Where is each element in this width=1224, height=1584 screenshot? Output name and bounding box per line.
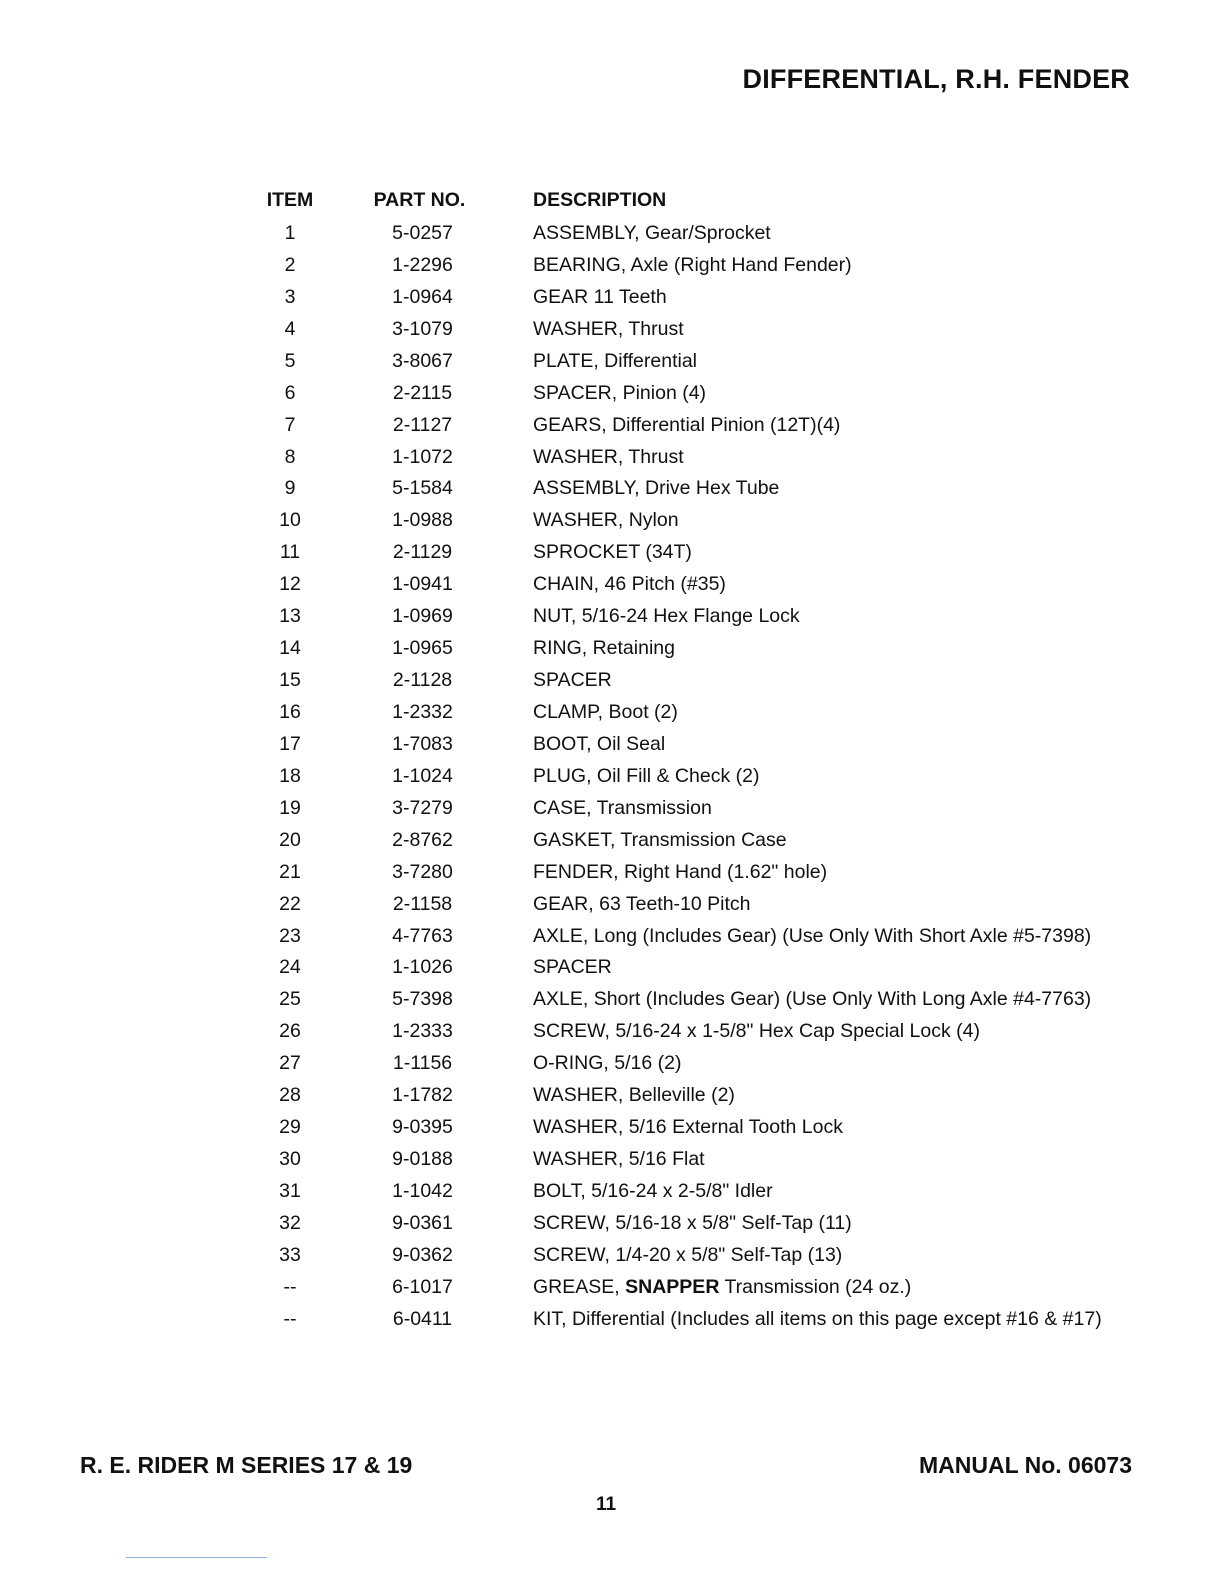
- description-prefix: GREASE,: [533, 1275, 620, 1298]
- part-number: 1-2296: [392, 253, 453, 276]
- item-number: 3: [284, 285, 296, 308]
- part-description: CASE, Transmission: [533, 796, 712, 819]
- item-number: 16: [279, 701, 301, 723]
- part-description: WASHER, Thrust: [533, 317, 684, 340]
- header-part-no: PART NO.: [373, 189, 466, 211]
- item-number: 5: [284, 349, 296, 372]
- item-number: 17: [279, 732, 301, 755]
- part-description: WASHER, Nylon: [533, 509, 679, 532]
- part-number: 1-1072: [392, 445, 453, 468]
- item-number: 30: [279, 1148, 301, 1170]
- part-number: 5-1584: [392, 477, 453, 500]
- footer-manual-number: MANUAL No. 06073: [918, 1452, 1132, 1478]
- part-number: 9-0188: [392, 1148, 453, 1170]
- part-description: GEAR, 63 Teeth-10 Pitch: [533, 892, 751, 915]
- part-number: 2-1128: [392, 669, 453, 691]
- part-number: 1-0969: [392, 605, 453, 628]
- part-number: 3-8067: [392, 349, 453, 372]
- header-description: DESCRIPTION: [533, 189, 667, 211]
- part-number: 1-2333: [392, 1020, 453, 1043]
- item-number: 13: [279, 605, 301, 628]
- part-number: 1-1156: [392, 1052, 453, 1075]
- part-description: BOLT, 5/16-24 x 2-5/8" Idler: [533, 1179, 773, 1202]
- part-description: WASHER, 5/16 External Tooth Lock: [533, 1116, 843, 1138]
- item-number: 8: [284, 445, 296, 468]
- part-number: 1-1024: [392, 764, 453, 787]
- item-number: 2: [284, 253, 296, 276]
- part-number: 3-7279: [392, 796, 453, 819]
- item-number: 23: [279, 924, 301, 947]
- item-number: 31: [279, 1179, 301, 1202]
- part-number: 3-7280: [392, 860, 453, 883]
- part-description: ASSEMBLY, Drive Hex Tube: [533, 477, 780, 500]
- part-number: 1-2332: [392, 701, 453, 723]
- divider-line: [126, 1557, 267, 1558]
- part-description: PLUG, Oil Fill & Check (2): [533, 764, 760, 787]
- part-number: 2-8762: [392, 828, 453, 851]
- item-number: 9: [284, 477, 296, 500]
- part-description: KIT, Differential (Includes all items on this page except #16 & #17): [533, 1307, 1102, 1330]
- part-description: SPACER: [533, 669, 612, 691]
- item-number: 27: [279, 1052, 301, 1075]
- part-number: 2-1129: [392, 541, 453, 564]
- part-number: 5-0257: [392, 222, 453, 244]
- item-number: 12: [279, 573, 301, 596]
- part-description: PLATE, Differential: [533, 349, 698, 372]
- part-description: WASHER, Thrust: [533, 445, 684, 468]
- item-number: 22: [279, 892, 301, 915]
- item-number: 21: [279, 860, 301, 883]
- part-number: 1-0988: [392, 509, 453, 532]
- part-description: SPROCKET (34T): [533, 541, 692, 564]
- part-number: 1-0964: [392, 285, 453, 308]
- part-description: RING, Retaining: [533, 637, 675, 660]
- part-number: 2-1127: [392, 413, 453, 436]
- part-number: 2-2115: [392, 381, 453, 404]
- part-description: FENDER, Right Hand (1.62" hole): [533, 860, 828, 883]
- part-description: CLAMP, Boot (2): [533, 701, 678, 723]
- part-number: 6-1017: [392, 1275, 453, 1298]
- item-number: 28: [279, 1084, 301, 1107]
- item-number: 25: [279, 988, 301, 1011]
- part-description: AXLE, Long (Includes Gear) (Use Only With Short Axle #5-7398): [533, 924, 1092, 947]
- page-title: DIFFERENTIAL, R.H. FENDER: [742, 64, 1130, 94]
- part-description: WASHER, Belleville (2): [533, 1084, 735, 1107]
- description-suffix: Transmission (24 oz.): [724, 1275, 912, 1298]
- item-number: --: [283, 1307, 297, 1330]
- part-description: GASKET, Transmission Case: [533, 828, 787, 851]
- item-number: 7: [284, 413, 296, 436]
- item-number: --: [283, 1275, 297, 1298]
- item-number: 11: [279, 541, 301, 564]
- part-description: SCREW, 5/16-18 x 5/8" Self-Tap (11): [533, 1211, 852, 1234]
- part-number: 1-7083: [392, 732, 453, 755]
- item-number: 14: [279, 637, 301, 660]
- part-description: GEARS, Differential Pinion (12T)(4): [533, 413, 841, 436]
- item-number: 29: [279, 1116, 301, 1138]
- part-description: BEARING, Axle (Right Hand Fender): [533, 253, 852, 276]
- item-number: 20: [279, 828, 301, 851]
- item-number: 4: [284, 317, 296, 340]
- item-number: 19: [279, 796, 301, 819]
- part-description: GEAR 11 Teeth: [533, 285, 667, 308]
- part-description: O-RING, 5/16 (2): [533, 1052, 682, 1075]
- part-number: 3-1079: [392, 317, 453, 340]
- part-description: SCREW, 5/16-24 x 1-5/8" Hex Cap Special Lock (4): [533, 1020, 980, 1043]
- part-description: SPACER: [533, 956, 612, 979]
- item-number: 26: [279, 1020, 301, 1043]
- part-number: 5-7398: [392, 988, 453, 1011]
- part-number: 9-0362: [392, 1243, 453, 1266]
- part-description: CHAIN, 46 Pitch (#35): [533, 573, 726, 596]
- part-description: SCREW, 1/4-20 x 5/8" Self-Tap (13): [533, 1243, 843, 1266]
- part-number: 2-1158: [392, 892, 453, 915]
- item-number: 1: [284, 222, 296, 244]
- part-description: ASSEMBLY, Gear/Sprocket: [533, 222, 771, 244]
- brand-name: SNAPPER: [625, 1275, 720, 1298]
- item-number: 33: [279, 1243, 301, 1266]
- header-item: ITEM: [266, 189, 314, 211]
- part-description: WASHER, 5/16 Flat: [533, 1148, 705, 1170]
- part-number: 1-1026: [392, 956, 453, 979]
- part-number: 1-1782: [392, 1084, 453, 1107]
- part-description: AXLE, Short (Includes Gear) (Use Only With Long Axle #4-7763): [533, 988, 1092, 1011]
- part-description: SPACER, Pinion (4): [533, 381, 707, 404]
- part-description: NUT, 5/16-24 Hex Flange Lock: [533, 605, 800, 628]
- page-number: 11: [595, 1494, 617, 1515]
- part-number: 1-0965: [392, 637, 453, 660]
- part-number: 9-0395: [392, 1116, 453, 1138]
- part-number: 1-0941: [392, 573, 453, 596]
- part-number: 4-7763: [392, 924, 453, 947]
- part-description: [533, 1276, 911, 1299]
- part-number: 1-1042: [392, 1179, 453, 1202]
- part-description: BOOT, Oil Seal: [533, 732, 666, 755]
- item-number: 32: [279, 1211, 301, 1234]
- item-number: 18: [279, 764, 301, 787]
- footer-model: R. E. RIDER M SERIES 17 & 19: [80, 1452, 413, 1478]
- item-number: 15: [279, 669, 301, 691]
- part-number: 9-0361: [392, 1211, 453, 1234]
- item-number: 24: [279, 956, 301, 979]
- item-number: 10: [279, 509, 301, 532]
- item-number: 6: [284, 381, 296, 404]
- part-number: 6-0411: [392, 1307, 453, 1330]
